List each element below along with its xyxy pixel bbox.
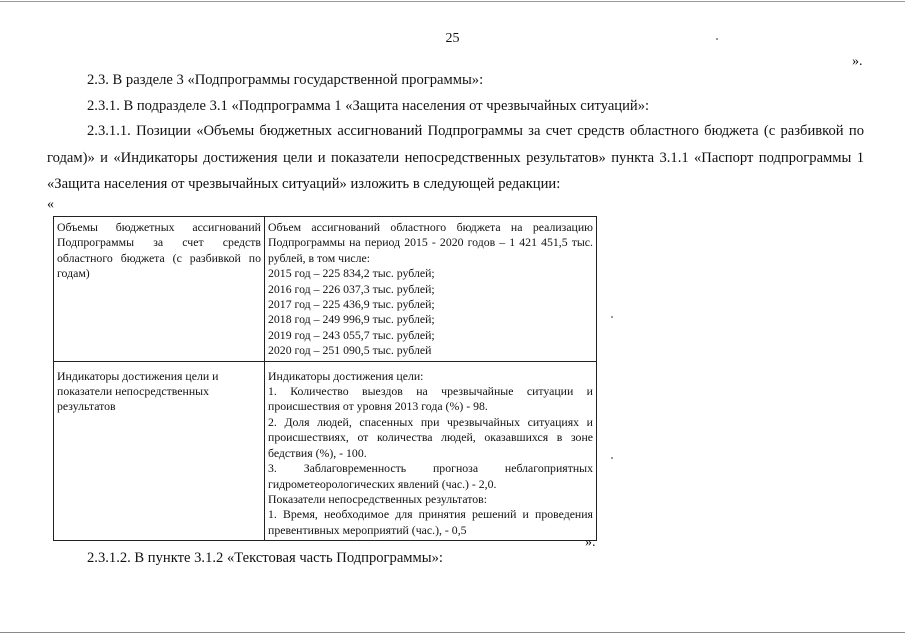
- page-top-edge: [0, 1, 905, 2]
- paragraph-2-3-1-2: 2.3.1.2. В пункте 3.1.2 «Текстовая часть Подпрограммы»:: [87, 550, 443, 566]
- paragraph-2-3: 2.3. В разделе 3 «Подпрограммы государственной программы»:: [87, 72, 484, 88]
- budget-year-2019: 2019 год – 243 055,7 тыс. рублей;: [268, 327, 435, 342]
- indicator-2: 2. Доля людей, спасенных при чрезвычайных ситуациях и происшествиях, от количества людей, оказавшихся в зоне бедствия (%), - 100.: [268, 414, 593, 460]
- scan-speck: [716, 38, 718, 40]
- paragraph-2-3-1-1: [47, 118, 864, 198]
- results-heading: Показатели непосредственных результатов:: [268, 491, 488, 506]
- indicator-3: 3. Заблаговременность прогноза неблагоприятных гидрометеорологических явлений (час.) - 2,0.: [268, 461, 593, 491]
- paragraph-2-3-1: 2.3.1. В подразделе 3.1 «Подпрограмма 1 «Защита населения от чрезвычайных ситуаций»:: [87, 98, 650, 114]
- scan-speck: [611, 457, 613, 459]
- indicator-1: 1. Количество выездов на чрезвычайные ситуации и происшествия от уровня 2013 года (%) - 98.: [268, 384, 593, 414]
- budget-intro: Объем ассигнований областного бюджета на реализацию Подпрограммы на период 2015 - 2020 годов – 1 421 451,5 тыс. рублей, в том числе:: [268, 220, 593, 265]
- budget-year-2016: 2016 год – 226 037,3 тыс. рублей;: [268, 281, 435, 296]
- budget-year-2015: 2015 год – 225 834,2 тыс. рублей;: [268, 266, 435, 281]
- indicators-label-cell: Индикаторы достижения цели и показатели непосредственных результатов: [54, 361, 265, 540]
- result-1: 1. Время, необходимое для принятия решений и проведения превентивных мероприятий (час.), - 0,5: [268, 507, 593, 537]
- scan-speck: [611, 316, 613, 318]
- paragraph-2-3-1-1-text: 2.3.1.1. Позиции «Объемы бюджетных ассигнований Подпрограммы за счет средств областного бюджета (с разбивкой по годам)» и «Индикаторы достижения цели и показатели непосредственных результатов» пункта 3.1.1 «Паспорт подпрограммы 1 «Защита населения от чрезвычайных ситуаций» изложить в следующей редакции:: [47, 123, 864, 192]
- page-number: 25: [445, 31, 460, 46]
- page-bottom-edge: [0, 632, 905, 633]
- budget-value-cell: [265, 217, 597, 362]
- budget-year-2020: 2020 год – 251 090,5 тыс. рублей: [268, 343, 432, 358]
- passport-table: [53, 216, 597, 541]
- budget-year-2017: 2017 год – 225 436,9 тыс. рублей;: [268, 297, 435, 312]
- table-row-indicators: [54, 361, 597, 540]
- budget-label-cell: Объемы бюджетных ассигнований Подпрограммы за счет средств областного бюджета (с разбивкой по годам): [54, 217, 265, 362]
- table-opening-quote: «: [47, 197, 54, 212]
- table-row-budget: [54, 217, 597, 362]
- budget-year-2018: 2018 год – 249 996,9 тыс. рублей;: [268, 312, 435, 327]
- closing-quote-top: ».: [852, 54, 863, 69]
- indicators-value-cell: [265, 361, 597, 540]
- table-closing-quote: ».: [585, 535, 596, 550]
- indicators-heading: Индикаторы достижения цели:: [268, 368, 424, 383]
